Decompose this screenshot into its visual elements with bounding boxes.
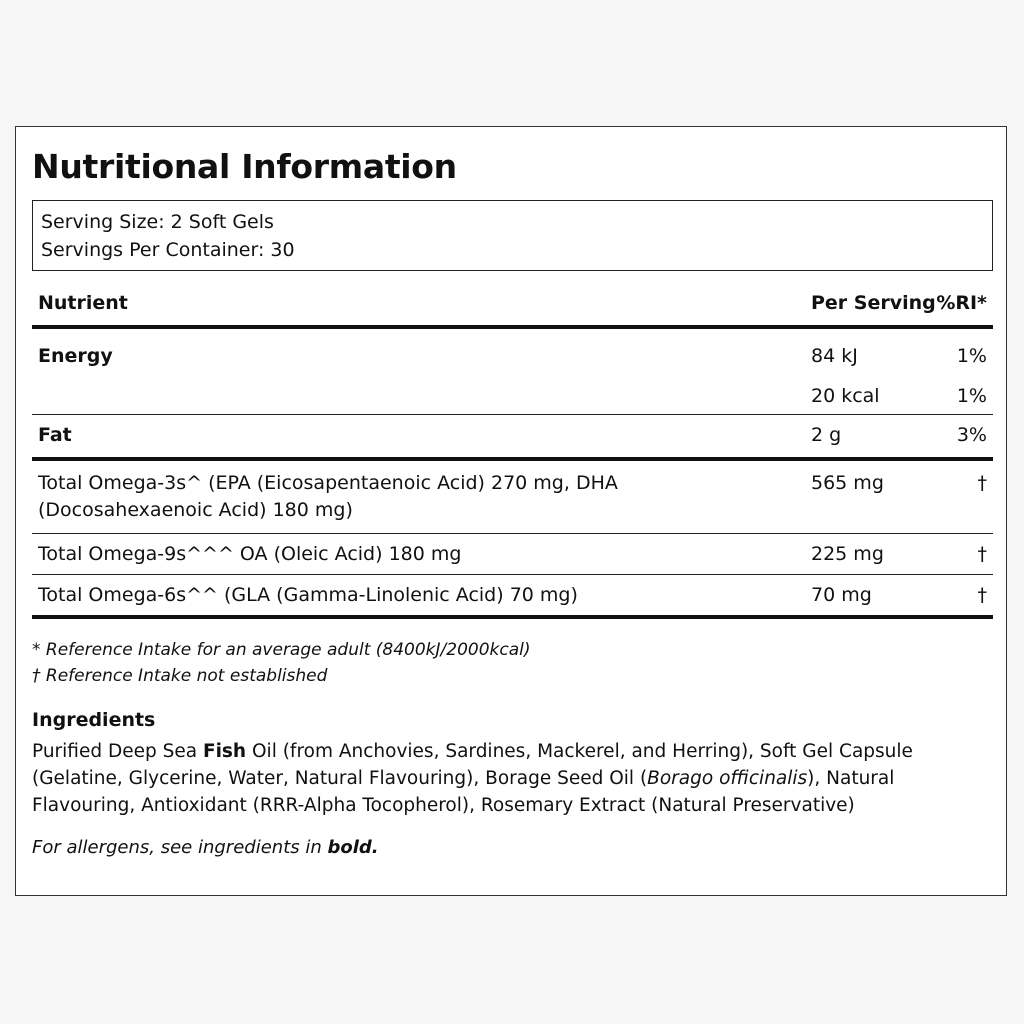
nutrient-name: Total Omega-3s^ (EPA (Eicosapentaenoic Acid) 270 mg, DHA (Docosahexaenoic Acid) 180 mg) [38,472,618,521]
footnote-ri: * Reference Intake for an average adult (8400kJ/2000kcal) [32,640,531,660]
nutrient-amount: 225 mg [811,543,884,565]
nutrient-name: Fat [38,424,72,446]
nutrient-amount: 84 kJ [811,345,858,367]
nutrient-name: Energy [38,345,113,367]
nutrient-ri-kcal: 1% [956,385,987,407]
allergen-word: Fish [202,741,247,762]
ingredients-text [32,738,982,819]
nutrient-amount-kcal: 20 kcal [811,385,880,407]
nutrient-ri: † [977,543,987,565]
header-ri: %RI* [936,292,987,314]
servings-per-container: Servings Per Container: 30 [41,239,295,261]
table-row-omega6 [32,575,993,619]
nutrient-ri: † [977,584,987,606]
table-row-omega3 [32,461,993,534]
header-nutrient: Nutrient [38,292,128,314]
nutrient-name: Total Omega-9s^^^ OA (Oleic Acid) 180 mg [38,543,462,565]
table-row-omega9 [32,534,993,575]
footnotes [32,637,531,689]
latin-name: Borago officinalis [647,768,808,789]
nutrient-amount: 70 mg [811,584,872,606]
table-row-energy [32,329,993,415]
allergen-note [32,837,379,858]
ingredients-part-3: ), Natural Flavouring, Antioxidant (RRR-Alpha Tocopherol), Rosemary Extract (Natural Preservative) [32,768,895,816]
nutrient-ri: 3% [956,424,987,446]
nutrient-ri: † [977,472,987,494]
serving-size: Serving Size: 2 Soft Gels [41,211,274,233]
nutrition-label-panel [15,126,1007,896]
nutrient-name: Total Omega-6s^^ (GLA (Gamma-Linolenic Acid) 70 mg) [38,584,578,606]
ingredients-part-1: Purified Deep Sea [32,741,203,762]
ingredients-part-2: Oil (from Anchovies, Sardines, Mackerel, and Herring), Soft Gel Capsule (Gelatine, Glycerine, Water, Natural Flavouring), Borage Seed Oil ( [32,741,913,789]
serving-info-box [32,200,993,271]
nutrition-table [32,287,993,619]
nutrient-amount: 2 g [811,424,842,446]
label-title: Nutritional Information [32,147,457,186]
allergen-note-text: For allergens, see ingredients in [32,837,328,858]
ingredients-heading: Ingredients [32,709,156,731]
table-row-fat [32,415,993,461]
allergen-note-bold: bold. [327,837,379,858]
footnote-dagger: † Reference Intake not established [32,666,328,686]
header-per-serving: Per Serving [811,292,936,314]
table-header [32,287,993,329]
nutrient-ri: 1% [956,345,987,367]
nutrient-amount: 565 mg [811,472,884,494]
